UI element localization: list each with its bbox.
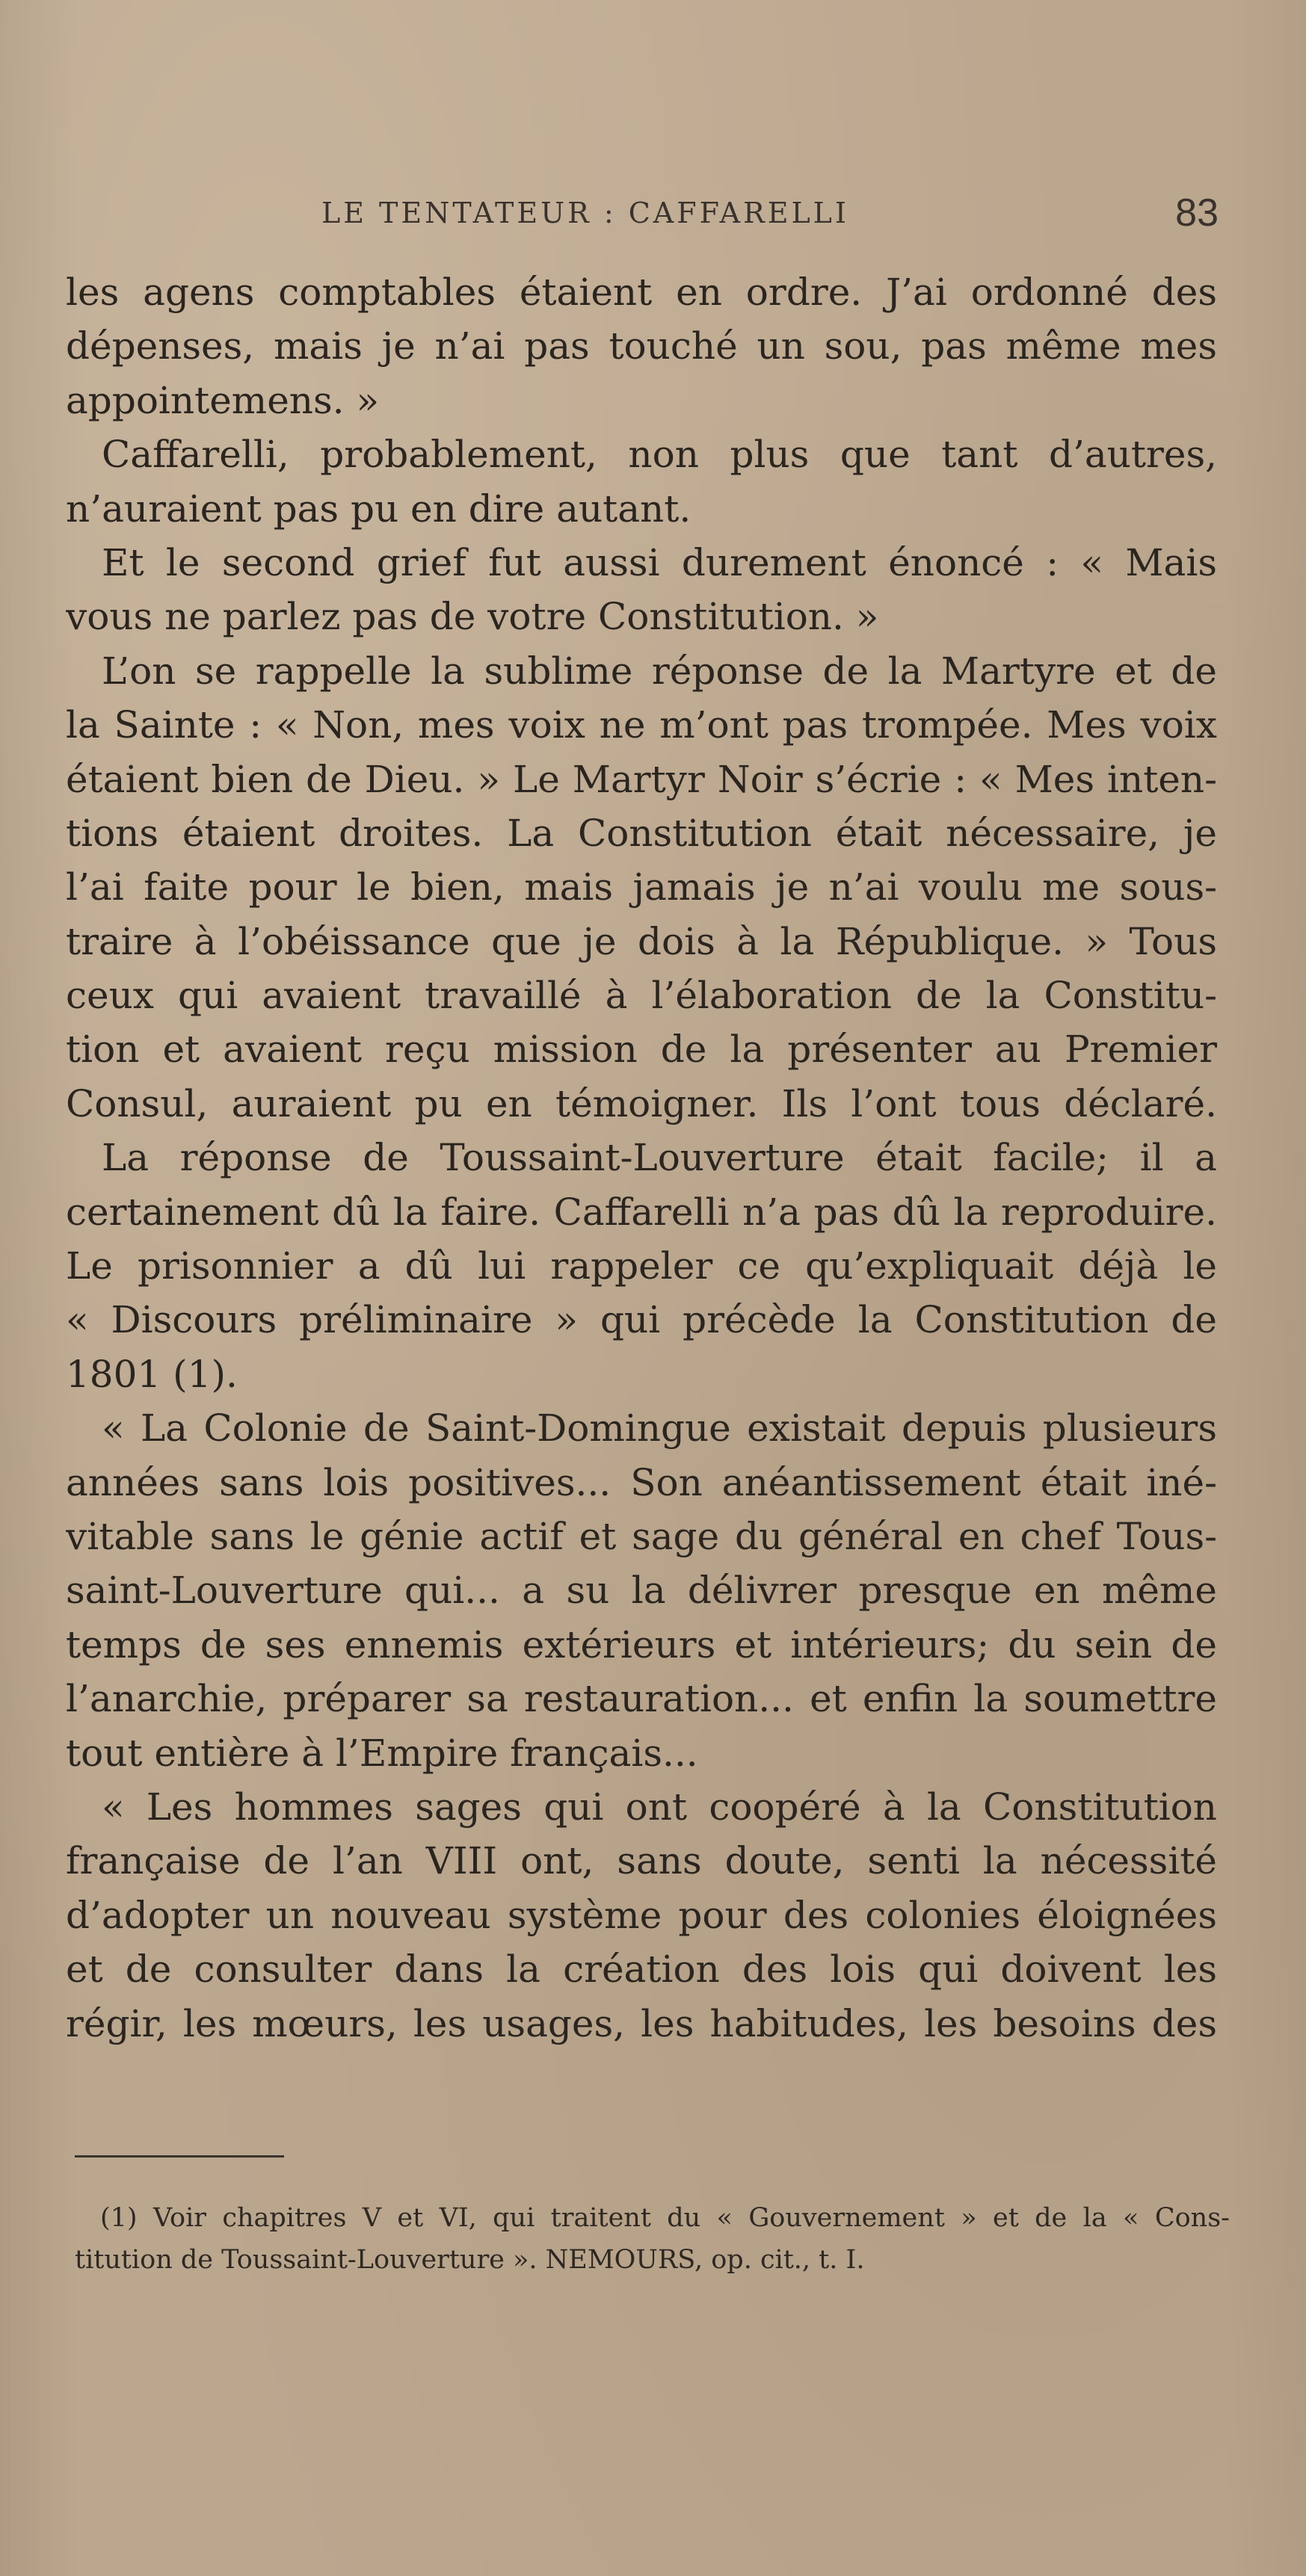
- text-line: traire à l’obéissance que je dois à la République. » Tous: [66, 919, 1217, 963]
- text-line: Caffarelli, probablement, non plus que tant d’autres,: [102, 433, 1217, 477]
- text-line: les agens comptables étaient en ordre. J’ai ordonné des: [66, 271, 1217, 314]
- text-line: ceux qui avaient travaillé à l’élaboration de la Constitu-: [66, 974, 1217, 1018]
- text-line: « La Colonie de Saint-Domingue existait depuis plusieurs: [102, 1406, 1217, 1451]
- text-line: l’anarchie, préparer sa restauration... et enfin la soumettre: [66, 1677, 1217, 1721]
- footnote-line: titution de Toussaint-Louverture ». NEMOURS, op. cit., t. I.: [75, 2245, 865, 2275]
- text-line: 1801 (1).: [66, 1352, 238, 1396]
- text-line: « Les hommes sages qui ont coopéré à la Constitution: [102, 1785, 1217, 1829]
- text-line: « Discours préliminaire » qui précède la Constitution de: [66, 1298, 1217, 1342]
- text-line: années sans lois positives... Son anéantissement était iné-: [66, 1460, 1217, 1504]
- text-line: certainement dû la faire. Caffarelli n’a pas dû la reproduire.: [66, 1190, 1217, 1234]
- page-number: 83: [1175, 191, 1219, 235]
- text-line: vous ne parlez pas de votre Constitution. »: [66, 595, 879, 639]
- text-line: tion et avaient reçu mission de la présenter au Premier: [66, 1028, 1217, 1072]
- text-line: Et le second grief fut aussi durement énoncé : « Mais: [102, 540, 1217, 584]
- text-line: étaient bien de Dieu. » Le Martyr Noir s’écrie : « Mes inten-: [66, 757, 1217, 801]
- text-line: L’on se rappelle la sublime réponse de la Martyre et de: [102, 649, 1217, 693]
- text-line: la Sainte : « Non, mes voix ne m’ont pas trompée. Mes voix: [66, 703, 1217, 747]
- text-line: l’ai faite pour le bien, mais jamais je n’ai voulu me sous-: [66, 865, 1217, 909]
- text-line: saint-Louverture qui... a su la délivrer presque en même: [66, 1569, 1217, 1613]
- text-line: Le prisonnier a dû lui rappeler ce qu’expliquait déjà le: [66, 1244, 1217, 1288]
- running-title: LE TENTATEUR : CAFFARELLI: [321, 197, 849, 229]
- footnote-line: (1) Voir chapitres V et VI, qui traitent du « Gouvernement » et de la « Cons-: [100, 2203, 1230, 2233]
- footnote-rule: [75, 2155, 284, 2158]
- footnote: [75, 2197, 1230, 2281]
- text-line: n’auraient pas pu en dire autant.: [66, 487, 691, 531]
- text-line: La réponse de Toussaint-Louverture était facile; il a: [102, 1136, 1217, 1180]
- text-line: d’adopter un nouveau système pour des colonies éloignées: [66, 1893, 1217, 1937]
- text-line: tout entière à l’Empire français...: [66, 1731, 698, 1775]
- text-line: régir, les mœurs, les usages, les habitudes, les besoins des: [66, 2001, 1217, 2045]
- text-line: appointemens. »: [66, 378, 380, 422]
- text-line: vitable sans le génie actif et sage du général en chef Tous-: [66, 1514, 1217, 1558]
- page-header: [75, 191, 1219, 243]
- text-line: tions étaient droites. La Constitution était nécessaire, je: [66, 811, 1217, 855]
- body-text: [66, 265, 1217, 2051]
- text-line: Consul, auraient pu en témoigner. Ils l’ont tous déclaré.: [66, 1081, 1217, 1125]
- text-line: dépenses, mais je n’ai pas touché un sou, pas même mes: [66, 324, 1217, 368]
- text-line: française de l’an VIII ont, sans doute, senti la nécessité: [66, 1839, 1217, 1883]
- text-line: et de consulter dans la création des lois qui doivent les: [66, 1948, 1217, 1992]
- text-line: temps de ses ennemis extérieurs et intérieurs; du sein de: [66, 1622, 1217, 1667]
